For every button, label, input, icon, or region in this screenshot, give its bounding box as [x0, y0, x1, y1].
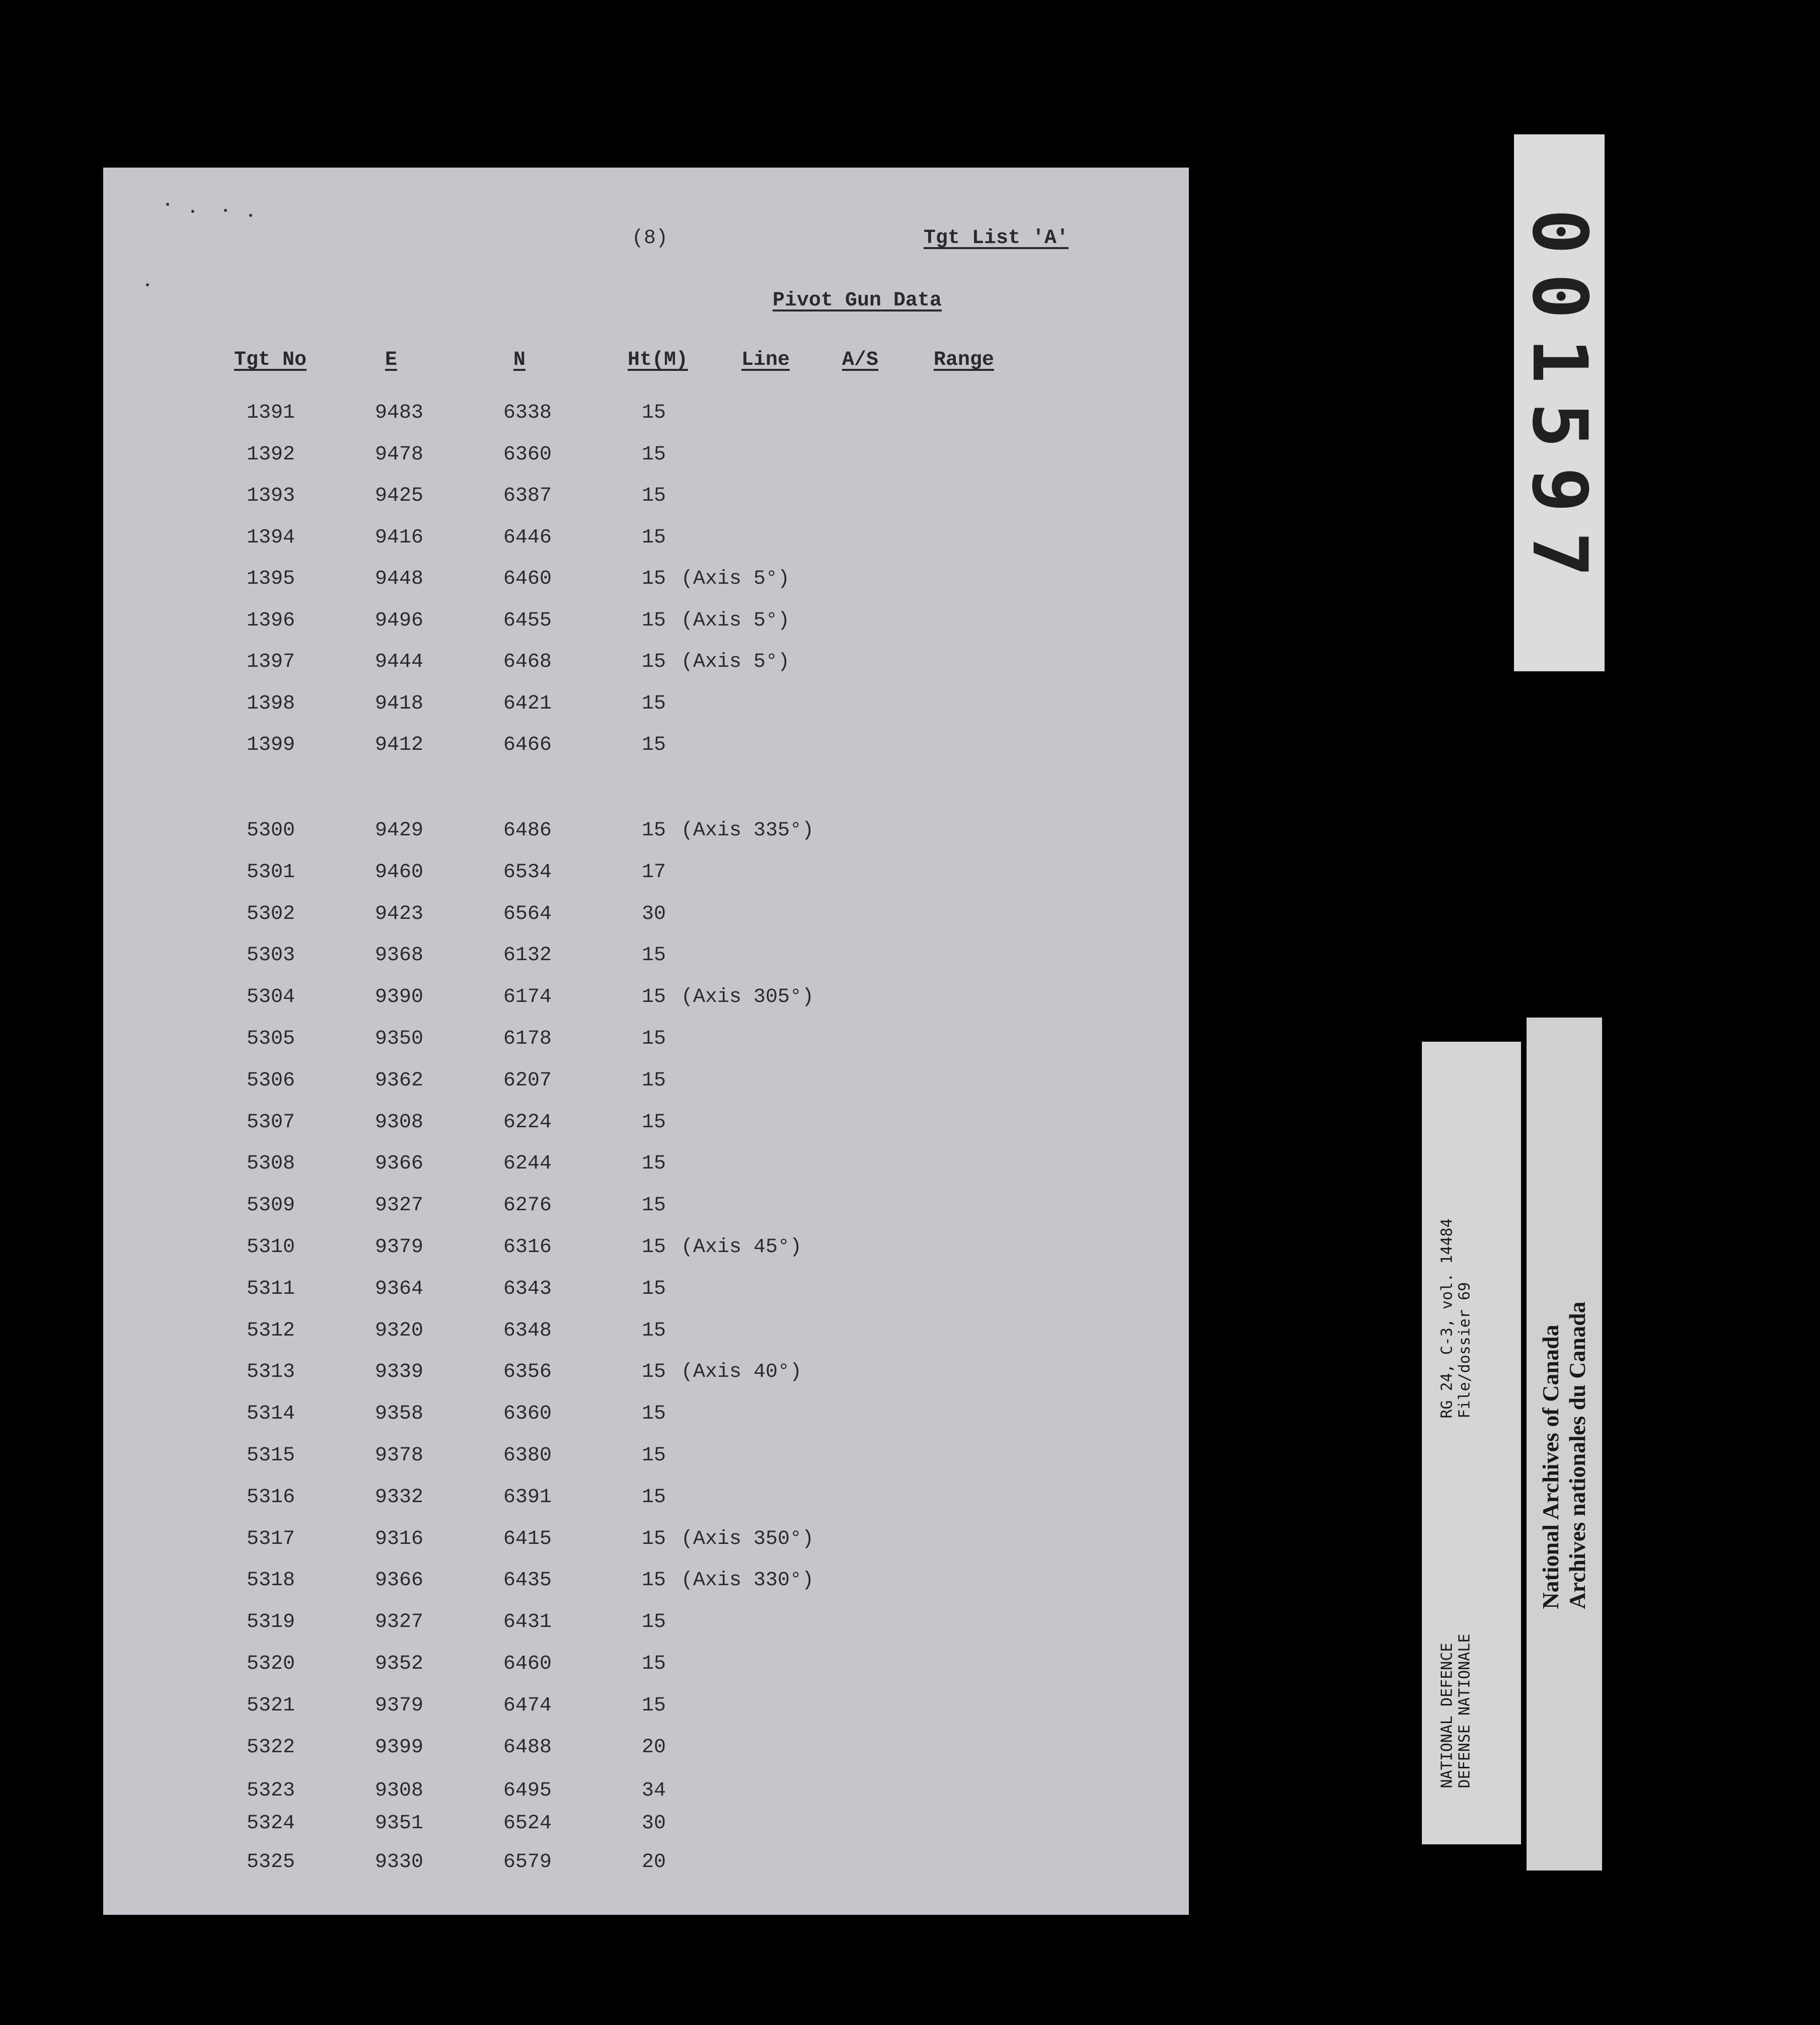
cell-n: 6446	[503, 526, 552, 549]
cell-ht: 15	[642, 1486, 666, 1509]
table-row	[103, 1528, 1059, 1558]
cell-e: 9316	[375, 1527, 424, 1550]
speck	[224, 209, 227, 212]
table-title: Pivot Gun Data	[773, 289, 942, 312]
cell-n: 6356	[503, 1361, 552, 1384]
header-line: Line	[741, 349, 790, 371]
cell-e: 9390	[375, 986, 424, 1009]
table-row	[103, 734, 1059, 764]
table-row	[103, 1444, 1059, 1474]
table-row	[103, 526, 1059, 557]
cell-e: 9320	[375, 1319, 424, 1342]
cell-tgt-no: 5322	[247, 1736, 295, 1759]
cell-e: 9351	[375, 1812, 424, 1835]
cell-ht: 15	[642, 1194, 666, 1217]
table-row	[103, 1278, 1059, 1308]
cell-tgt-no: 5324	[247, 1812, 295, 1835]
cell-n: 6224	[503, 1111, 552, 1134]
cell-tgt-no: 5321	[247, 1694, 295, 1717]
cell-tgt-no: 1396	[247, 609, 295, 632]
cell-tgt-no: 5305	[247, 1028, 295, 1050]
cell-e: 9362	[375, 1069, 424, 1092]
cell-e: 9358	[375, 1403, 424, 1426]
cell-ht: 15	[642, 1236, 666, 1259]
table-row	[103, 568, 1059, 598]
cell-ht: 15	[642, 1361, 666, 1384]
table-row	[103, 1361, 1059, 1391]
cell-ht: 30	[642, 1812, 666, 1835]
header-as: A/S	[842, 349, 879, 371]
cell-e: 9366	[375, 1569, 424, 1592]
cell-ht: 15	[642, 1694, 666, 1717]
table-row	[103, 1028, 1059, 1058]
cell-ht: 15	[642, 1028, 666, 1050]
cell-n: 6244	[503, 1152, 552, 1176]
reference-line-1: RG 24, C-3, vol. 14484	[1438, 1218, 1456, 1419]
cell-n: 6474	[503, 1694, 552, 1717]
cell-tgt-no: 5309	[247, 1194, 295, 1217]
cell-n: 6579	[503, 1851, 552, 1874]
cell-e: 9368	[375, 944, 424, 967]
cell-ht: 20	[642, 1851, 666, 1874]
cell-tgt-no: 1397	[247, 651, 295, 673]
cell-tgt-no: 5310	[247, 1236, 295, 1259]
cell-n: 6132	[503, 944, 552, 967]
cell-note: (Axis 350°)	[681, 1527, 814, 1550]
cell-ht: 20	[642, 1736, 666, 1759]
cell-ht: 15	[642, 1403, 666, 1426]
cell-n: 6431	[503, 1611, 552, 1634]
cell-ht: 15	[642, 1111, 666, 1134]
cell-tgt-no: 1398	[247, 692, 295, 715]
cell-ht: 15	[642, 692, 666, 715]
speck	[191, 210, 194, 213]
cell-ht: 15	[642, 1569, 666, 1592]
cell-n: 6486	[503, 819, 552, 842]
cell-tgt-no: 5318	[247, 1569, 295, 1592]
archives-line-1: National Archives of Canada	[1538, 1325, 1564, 1609]
cell-e: 9350	[375, 1028, 424, 1050]
cell-ht: 15	[642, 944, 666, 967]
cell-ht: 17	[642, 861, 666, 884]
cell-ht: 15	[642, 402, 666, 424]
cell-note: (Axis 335°)	[681, 819, 814, 842]
page-number: (8)	[632, 227, 668, 250]
cell-n: 6360	[503, 443, 552, 466]
cell-e: 9339	[375, 1361, 424, 1384]
cell-e: 9425	[375, 485, 424, 507]
table-row	[103, 1611, 1059, 1641]
cell-n: 6466	[503, 734, 552, 756]
cell-tgt-no: 5314	[247, 1403, 295, 1426]
table-row	[103, 1111, 1059, 1141]
cell-tgt-no: 1399	[247, 734, 295, 756]
cell-ht: 15	[642, 1527, 666, 1550]
cell-e: 9366	[375, 1152, 424, 1176]
cell-note: (Axis 305°)	[681, 986, 814, 1009]
cell-n: 6207	[503, 1069, 552, 1092]
table-row	[103, 986, 1059, 1016]
cell-e: 9418	[375, 692, 424, 715]
cell-tgt-no: 1392	[247, 443, 295, 466]
cell-ht: 15	[642, 986, 666, 1009]
cell-n: 6174	[503, 986, 552, 1009]
cell-tgt-no: 5317	[247, 1527, 295, 1550]
cell-n: 6380	[503, 1444, 552, 1467]
speck	[146, 283, 149, 286]
table-row	[103, 609, 1059, 640]
header-tgt-no: Tgt No	[234, 349, 307, 371]
cell-tgt-no: 5325	[247, 1851, 295, 1874]
department-line-2: DEFENSE NATIONALE	[1456, 1633, 1473, 1788]
header-e: E	[385, 349, 398, 371]
header-n: N	[513, 349, 526, 371]
cell-e: 9364	[375, 1277, 424, 1300]
cell-e: 9496	[375, 609, 424, 632]
table-row	[103, 903, 1059, 933]
table-row	[103, 861, 1059, 891]
cell-n: 6488	[503, 1736, 552, 1759]
cell-n: 6524	[503, 1812, 552, 1835]
cell-tgt-no: 5313	[247, 1361, 295, 1384]
reference-label	[1422, 1042, 1521, 1844]
cell-note: (Axis 40°)	[681, 1361, 802, 1384]
cell-n: 6387	[503, 485, 552, 507]
cell-note: (Axis 5°)	[681, 609, 790, 632]
table-row	[103, 1812, 1059, 1842]
cell-tgt-no: 5303	[247, 944, 295, 967]
cell-e: 9460	[375, 861, 424, 884]
cell-tgt-no: 1395	[247, 568, 295, 590]
reference-line-2: File/dossier 69	[1456, 1282, 1473, 1419]
list-title: Tgt List 'A'	[924, 227, 1069, 250]
cell-tgt-no: 5300	[247, 819, 295, 842]
cell-note: (Axis 330°)	[681, 1569, 814, 1592]
cell-ht: 15	[642, 734, 666, 756]
table-row	[103, 1486, 1059, 1516]
cell-n: 6316	[503, 1236, 552, 1259]
cell-tgt-no: 5319	[247, 1611, 295, 1634]
table-row	[103, 1403, 1059, 1433]
cell-ht: 15	[642, 1444, 666, 1467]
department-line-1: NATIONAL DEFENCE	[1438, 1643, 1456, 1788]
table-row	[103, 1694, 1059, 1725]
cell-note: (Axis 5°)	[681, 568, 790, 590]
cell-n: 6178	[503, 1028, 552, 1050]
table-row	[103, 1736, 1059, 1766]
cell-tgt-no: 1391	[247, 402, 295, 424]
header-range: Range	[934, 349, 995, 371]
cell-ht: 15	[642, 1611, 666, 1634]
cell-tgt-no: 5312	[247, 1319, 295, 1342]
cell-ht: 15	[642, 1152, 666, 1176]
table-row	[103, 402, 1059, 432]
cell-n: 6468	[503, 651, 552, 673]
speck	[249, 214, 252, 217]
table-row	[103, 1152, 1059, 1183]
archives-label	[1527, 1018, 1602, 1871]
cell-tgt-no: 5316	[247, 1486, 295, 1509]
table-row	[103, 692, 1059, 723]
cell-n: 6276	[503, 1194, 552, 1217]
cell-n: 6391	[503, 1486, 552, 1509]
cell-e: 9308	[375, 1779, 424, 1802]
cell-n: 6343	[503, 1277, 552, 1300]
cell-ht: 34	[642, 1779, 666, 1802]
document-page	[103, 168, 1189, 1915]
table-row	[103, 1194, 1059, 1224]
cell-e: 9429	[375, 819, 424, 842]
cell-n: 6360	[503, 1403, 552, 1426]
table-row	[103, 1851, 1059, 1881]
cell-ht: 15	[642, 819, 666, 842]
cell-n: 6348	[503, 1319, 552, 1342]
cell-e: 9379	[375, 1694, 424, 1717]
cell-e: 9332	[375, 1486, 424, 1509]
cell-ht: 15	[642, 651, 666, 673]
cell-e: 9423	[375, 902, 424, 925]
speck	[166, 203, 169, 206]
cell-ht: 30	[642, 902, 666, 925]
cell-e: 9444	[375, 651, 424, 673]
cell-e: 9352	[375, 1653, 424, 1675]
cell-tgt-no: 5307	[247, 1111, 295, 1134]
table-row	[103, 443, 1059, 474]
table-row	[103, 1236, 1059, 1266]
cell-tgt-no: 5315	[247, 1444, 295, 1467]
cell-e: 9327	[375, 1194, 424, 1217]
cell-tgt-no: 5311	[247, 1277, 295, 1300]
cell-ht: 15	[642, 1653, 666, 1675]
cell-ht: 15	[642, 1319, 666, 1342]
header-ht: Ht(M)	[628, 349, 689, 371]
cell-n: 6460	[503, 1653, 552, 1675]
table-row	[103, 1653, 1059, 1683]
archive-number: 001597	[1515, 209, 1603, 596]
cell-e: 9448	[375, 568, 424, 590]
cell-e: 9327	[375, 1611, 424, 1634]
table-row	[103, 485, 1059, 515]
table-row	[103, 651, 1059, 681]
cell-ht: 15	[642, 609, 666, 632]
cell-e: 9412	[375, 734, 424, 756]
cell-tgt-no: 5302	[247, 902, 295, 925]
cell-n: 6495	[503, 1779, 552, 1802]
table-row	[103, 944, 1059, 974]
cell-tgt-no: 5308	[247, 1152, 295, 1176]
cell-tgt-no: 1393	[247, 485, 295, 507]
cell-note: (Axis 5°)	[681, 651, 790, 673]
cell-tgt-no: 5320	[247, 1653, 295, 1675]
cell-ht: 15	[642, 526, 666, 549]
cell-tgt-no: 5301	[247, 861, 295, 884]
cell-tgt-no: 5323	[247, 1779, 295, 1802]
table-row	[103, 1779, 1059, 1810]
table-row	[103, 1069, 1059, 1100]
reference-text	[1439, 1218, 1474, 1418]
cell-n: 6455	[503, 609, 552, 632]
cell-e: 9483	[375, 402, 424, 424]
cell-n: 6421	[503, 692, 552, 715]
table-row	[103, 1569, 1059, 1599]
cell-ht: 15	[642, 443, 666, 466]
cell-n: 6564	[503, 902, 552, 925]
archives-text	[1538, 1301, 1591, 1609]
cell-e: 9379	[375, 1236, 424, 1259]
cell-e: 9378	[375, 1444, 424, 1467]
cell-e: 9416	[375, 526, 424, 549]
cell-n: 6435	[503, 1569, 552, 1592]
table-row	[103, 819, 1059, 849]
cell-n: 6415	[503, 1527, 552, 1550]
cell-note: (Axis 45°)	[681, 1236, 802, 1259]
cell-n: 6460	[503, 568, 552, 590]
cell-e: 9399	[375, 1736, 424, 1759]
cell-n: 6534	[503, 861, 552, 884]
cell-e: 9308	[375, 1111, 424, 1134]
cell-tgt-no: 5306	[247, 1069, 295, 1092]
cell-ht: 15	[642, 568, 666, 590]
cell-tgt-no: 5304	[247, 986, 295, 1009]
cell-n: 6338	[503, 402, 552, 424]
cell-ht: 15	[642, 485, 666, 507]
table-row	[103, 1319, 1059, 1350]
cell-e: 9330	[375, 1851, 424, 1874]
cell-tgt-no: 1394	[247, 526, 295, 549]
archives-line-2: Archives nationales du Canada	[1564, 1301, 1590, 1609]
cell-ht: 15	[642, 1069, 666, 1092]
cell-ht: 15	[642, 1277, 666, 1300]
department-text	[1439, 1633, 1474, 1788]
cell-e: 9478	[375, 443, 424, 466]
archive-number-tag	[1514, 134, 1605, 671]
